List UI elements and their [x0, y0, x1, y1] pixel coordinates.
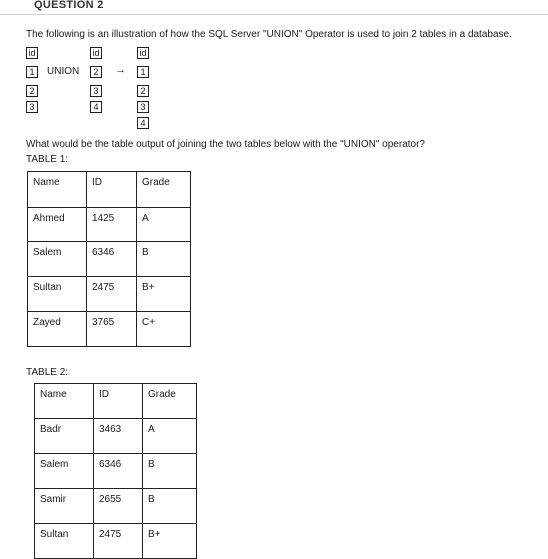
middle-id-cell: 2 [90, 66, 102, 78]
table-row [35, 489, 197, 524]
table-cell: 2475 [87, 277, 137, 312]
result-id-cell: 3 [137, 101, 149, 113]
left-id-cell: 1 [26, 66, 38, 78]
table1-label: TABLE 1: [26, 154, 69, 165]
result-id-header: id [137, 47, 149, 59]
table-row [28, 208, 191, 242]
table-row [28, 312, 191, 347]
table-row [35, 419, 197, 454]
table2 [34, 383, 197, 559]
middle-id-header: id [90, 47, 102, 59]
left-id-cell: 2 [26, 85, 38, 97]
table-cell: 6346 [94, 454, 143, 489]
table-cell: C+ [137, 312, 191, 347]
left-id-cell: 3 [26, 101, 38, 113]
question-title: QUESTION 2 [34, 0, 104, 11]
middle-id-cell: 3 [90, 85, 102, 97]
result-id-cell: 1 [137, 66, 149, 78]
table-cell: Badr [35, 419, 94, 454]
table-cell: 2475 [94, 524, 143, 559]
middle-id-cell: 4 [90, 101, 102, 113]
table-cell: 6346 [87, 242, 137, 277]
table-cell: 2655 [94, 489, 143, 524]
table-row [35, 524, 197, 559]
table1 [27, 171, 191, 347]
left-id-header: id [26, 47, 38, 59]
question-header [0, 0, 548, 15]
header-cell: ID [87, 172, 137, 208]
table-cell: B [137, 242, 191, 277]
table-cell: Zayed [28, 312, 87, 347]
table-cell: B [143, 489, 197, 524]
question-text: What would be the table output of joining the two tables below with the "UNION" operator? [26, 139, 425, 150]
table2-label: TABLE 2: [26, 367, 69, 378]
table-cell: Salem [35, 454, 94, 489]
table-row [35, 454, 197, 489]
table-cell: B [143, 454, 197, 489]
table-cell: Samir [35, 489, 94, 524]
table-cell: A [143, 419, 197, 454]
table-header-row [35, 384, 197, 419]
header-cell: Grade [143, 384, 197, 419]
table-header-row [28, 172, 191, 208]
result-id-cell: 4 [137, 117, 149, 129]
table-cell: B+ [137, 277, 191, 312]
table-cell: 1425 [87, 208, 137, 242]
arrow-right-icon: → [115, 64, 126, 76]
table-cell: A [137, 208, 191, 242]
table-row [28, 242, 191, 277]
table-row [28, 277, 191, 312]
table-cell: Sultan [28, 277, 87, 312]
table-cell: B+ [143, 524, 197, 559]
result-id-cell: 2 [137, 85, 149, 97]
table-cell: Salem [28, 242, 87, 277]
header-cell: ID [94, 384, 143, 419]
header-cell: Name [28, 172, 87, 208]
header-cell: Name [35, 384, 94, 419]
table-cell: 3463 [94, 419, 143, 454]
intro-text: The following is an illustration of how the SQL Server "UNION" Operator is used to join 2 tables in a database. [26, 29, 512, 40]
union-operator-label: UNION [47, 66, 80, 77]
table-cell: Ahmed [28, 208, 87, 242]
table-cell: 3765 [87, 312, 137, 347]
table-cell: Sultan [35, 524, 94, 559]
header-cell: Grade [137, 172, 191, 208]
